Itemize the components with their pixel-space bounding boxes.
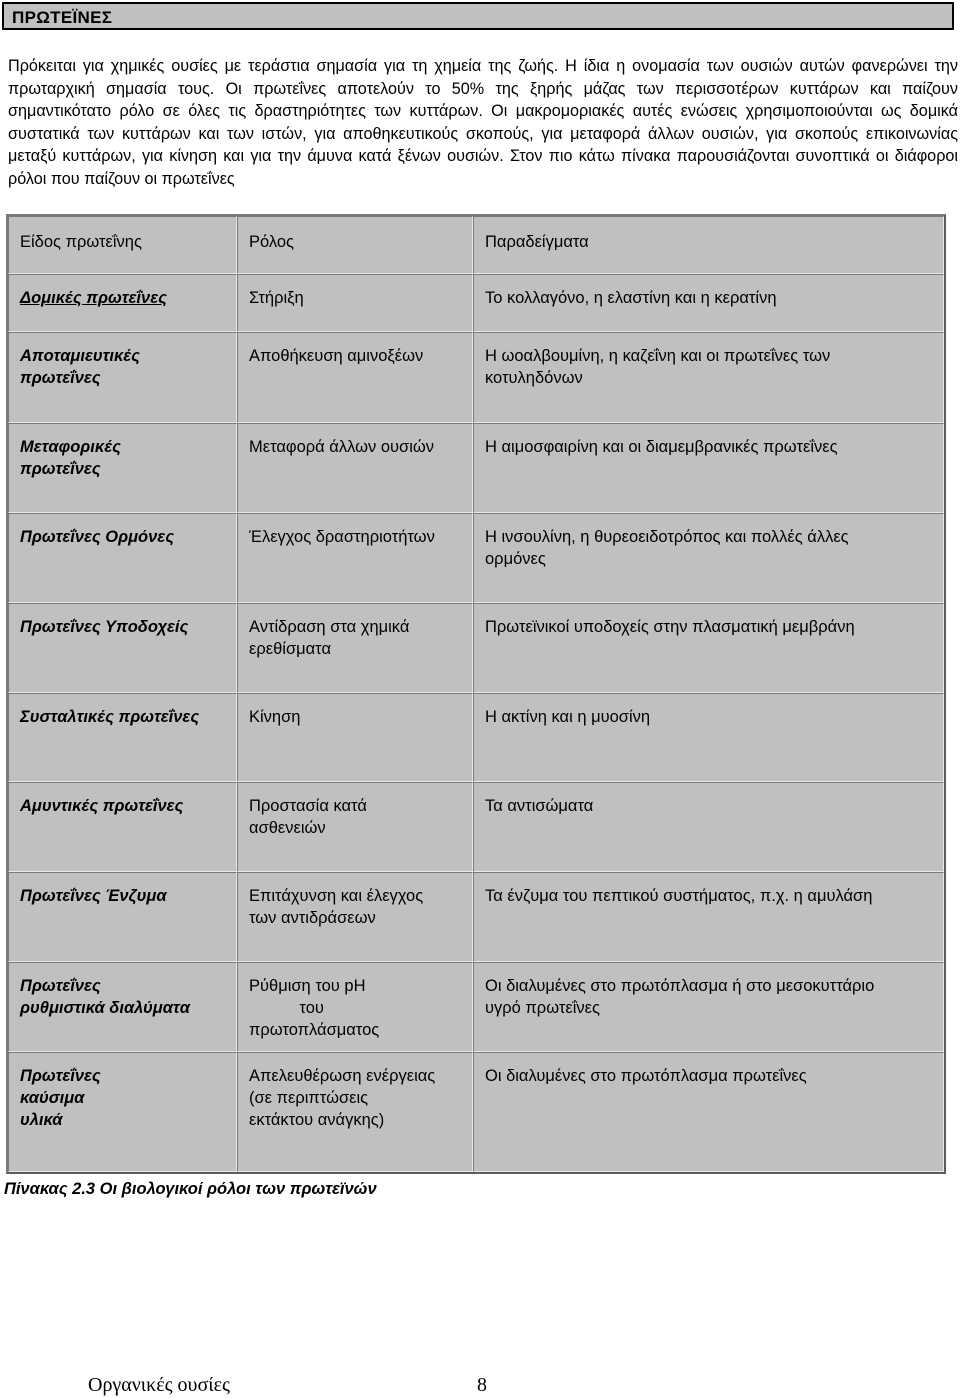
table-cell-examples [473,693,944,782]
table-cell-role [237,603,473,693]
cell-text-examples: Τα ένζυμα του πεπτικού συστήματος, π.χ. η αμυλάση [485,887,873,905]
cell-text-role: Αποθήκευση αμινοξέων [249,347,424,365]
cell-text-type: Αποταμιευτικές πρωτεΐνες [20,347,140,387]
intro-paragraph: Πρόκειται για χημικές ουσίες με τεράστια σημασία για τη χημεία της ζωής. Η ίδια η ονομασία των ουσιών αυτών φανερώνει την πρωταρχική σημασία τους. Οι πρωτεΐνες αποτελούν το 50% της ξηρής μάζας των περισσοτέρων κυττάρων και παίζουν σημαντικότατο ρόλο σε όλες τις δραστηριότητες των κυττάρων. Οι μακρομοριακές αυτές ενώσεις χρησιμοποιούνται ως δομικά συστατικά των κυττάρων και των ιστών, για αποθηκευτικούς σκοπούς, για μεταφορά άλλων ουσιών, για σκοπούς επικοινωνίας μεταξύ κυττάρων, για κίνηση και για την άμυνα κατά ξένων ουσιών. Στον πιο κάτω πίνακα παρουσιάζονται συνοπτικά οι διάφοροι ρόλοι που παίζουν οι πρωτεΐνες [8,57,958,188]
table-cell-role [237,872,473,962]
cell-text-role: Απελευθέρωση ενέργειας (σε περιπτώσεις εκτάκτου ανάγκης) [249,1067,436,1129]
cell-text-examples: Το κολλαγόνο, η ελαστίνη και η κερατίνη [485,289,777,307]
cell-text-examples: Η ωοαλβουμίνη, η καζεΐνη και οι πρωτεΐνες των κοτυληδόνων [485,347,831,387]
table-cell-role [237,423,473,513]
table-cell-role [237,274,473,332]
table-cell-role [237,332,473,423]
cell-text-examples: Τα αντισώματα [485,797,594,815]
table-caption: Πίνακας 2.3 Οι βιολογικοί ρόλοι των πρωτεϊνών [4,1180,377,1198]
table-cell-examples [473,274,944,332]
cell-text-type: Πρωτεΐνες Υποδοχείς [20,618,189,636]
cell-text-role: Κίνηση [249,708,301,726]
table-cell-examples [473,603,944,693]
cell-text-role: Μεταφορά άλλων ουσιών [249,438,434,456]
table-cell-examples [473,1052,944,1172]
table-cell-role [237,782,473,872]
cell-text-examples: Η ινσουλίνη, η θυρεοειδοτρόπος και πολλές άλλες ορμόνες [485,528,849,568]
table-cell-examples [473,782,944,872]
table-cell-type [8,782,237,872]
protein-roles-table [6,214,946,1174]
cell-text-type: Πρωτεΐνες καύσιμα υλικά [20,1067,101,1129]
header-cell-examples [473,216,944,274]
cell-text-type: Πρωτεΐνες ρυθμιστικά διαλύματα [20,977,190,1017]
table-cell-examples [473,872,944,962]
table-cell-type [8,423,237,513]
cell-text-role: Επιτάχυνση και έλεγχος των αντιδράσεων [249,887,424,927]
table-cell-type [8,332,237,423]
table-cell-examples [473,513,944,603]
section-heading-box [2,2,954,30]
table-cell-type [8,872,237,962]
header-role: Ρόλος [249,233,294,251]
header-type: Είδος πρωτεΐνης [20,233,142,251]
table-cell-role [237,693,473,782]
cell-text-role: Στήριξη [249,289,304,307]
cell-text-examples: Η αιμοσφαιρίνη και οι διαμεμβρανικές πρωτεΐνες [485,438,838,456]
cell-text-type: Αμυντικές πρωτεΐνες [20,797,184,815]
cell-text-type: Μεταφορικές πρωτεΐνες [20,438,121,478]
cell-text-role: Προστασία κατά ασθενειών [249,797,367,837]
footer-title: Οργανικές ουσίες [88,1374,230,1396]
table-cell-type [8,693,237,782]
page-number: 8 [477,1374,487,1396]
table-cell-type [8,274,237,332]
table-cell-type [8,513,237,603]
table-cell-examples [473,962,944,1052]
cell-text-type: Δομικές πρωτεΐνες [20,289,167,307]
table-cell-examples [473,332,944,423]
cell-text-type: Συσταλτικές πρωτεΐνες [20,708,200,726]
table-cell-examples [473,423,944,513]
table-cell-type [8,603,237,693]
cell-text-examples: Η ακτίνη και η μυοσίνη [485,708,651,726]
cell-text-role: Ρύθμιση του pH του πρωτοπλάσματος [249,977,380,1039]
header-cell-role [237,216,473,274]
cell-text-type: Πρωτεΐνες Ένζυμα [20,887,167,905]
table-cell-role [237,1052,473,1172]
cell-text-examples: Πρωτεϊνικοί υποδοχείς στην πλασματική μεμβράνη [485,618,855,636]
section-title: ΠΡΩΤΕΪΝΕΣ [12,8,113,27]
cell-text-role: Έλεγχος δραστηριοτήτων [249,528,435,546]
table-cell-type [8,962,237,1052]
header-examples: Παραδείγματα [485,233,589,251]
header-cell-type [8,216,237,274]
cell-text-examples: Οι διαλυμένες στο πρωτόπλασμα ή στο μεσοκυττάριο υγρό πρωτεΐνες [485,977,875,1017]
cell-text-type: Πρωτεΐνες Ορμόνες [20,528,174,546]
cell-text-examples: Οι διαλυμένες στο πρωτόπλασμα πρωτεΐνες [485,1067,807,1085]
table-cell-role [237,962,473,1052]
table-cell-type [8,1052,237,1172]
cell-text-role: Αντίδραση στα χημικά ερεθίσματα [249,618,410,658]
table-cell-role [237,513,473,603]
